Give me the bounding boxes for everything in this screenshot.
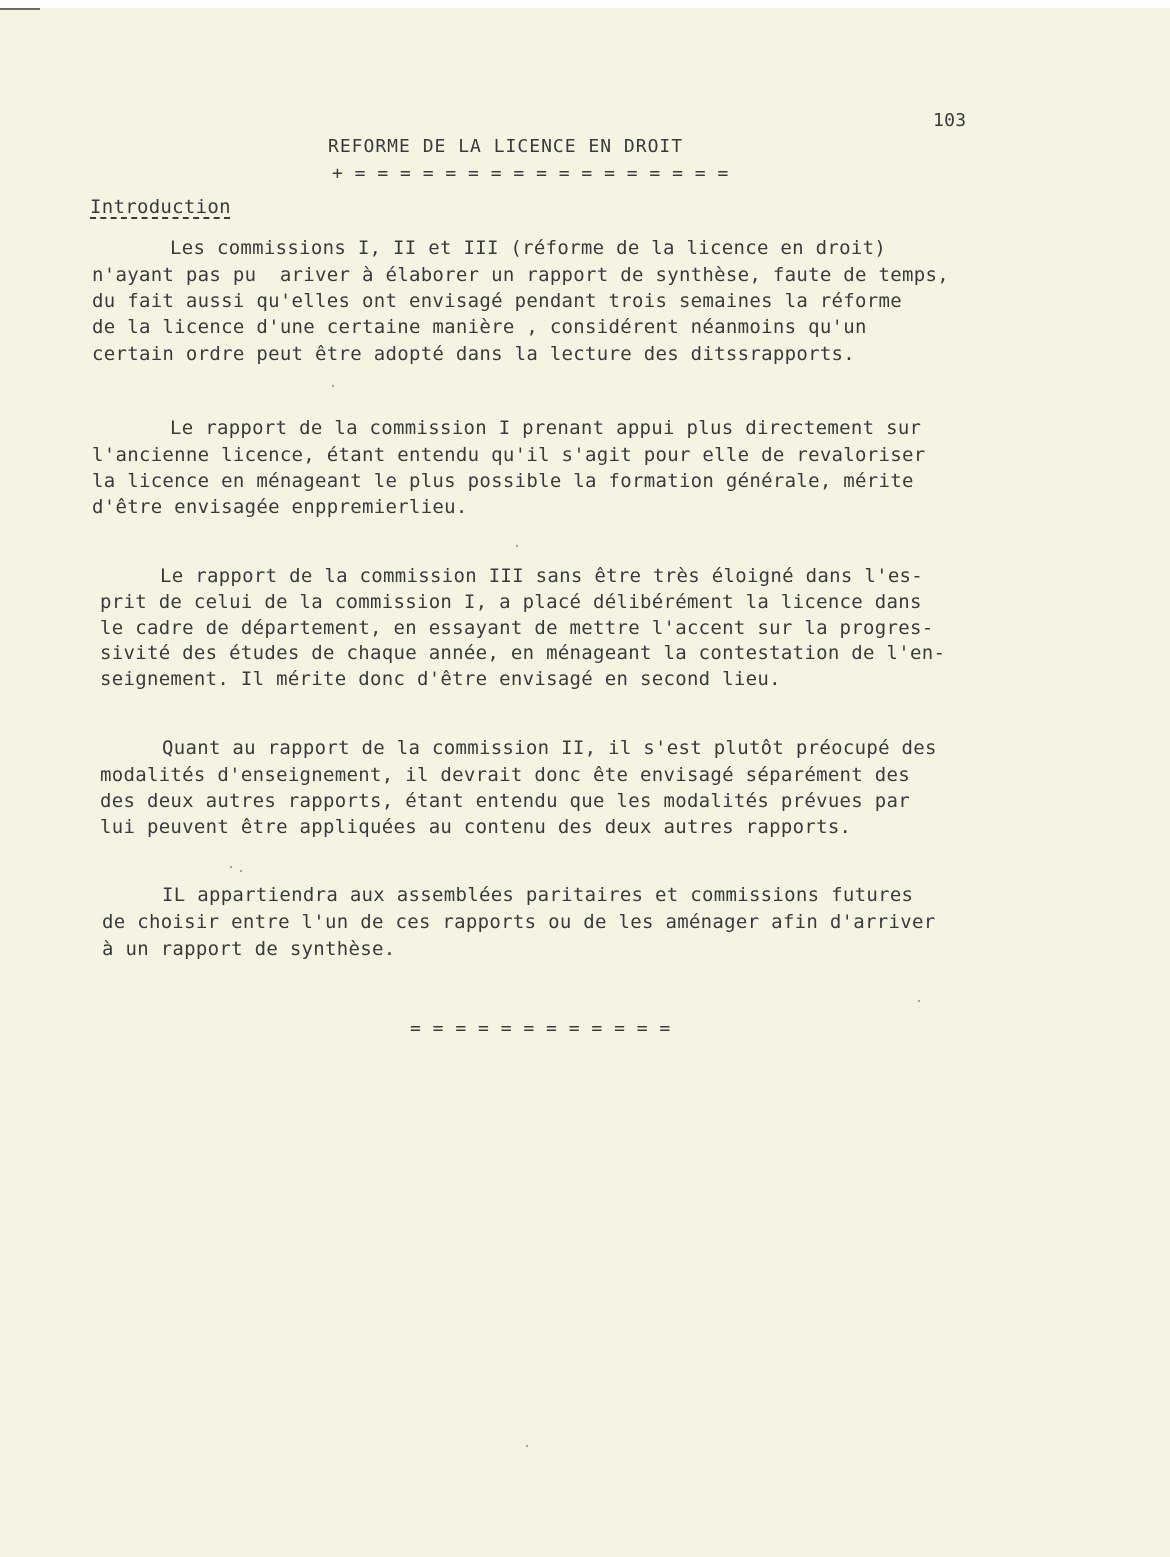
scan-speck (240, 870, 242, 872)
paragraph-line: Le rapport de la commission I prenant appui plus directement sur (170, 417, 922, 439)
scan-speck (918, 1000, 920, 1002)
page-number: 103 (933, 110, 967, 131)
scan-speck (526, 1445, 528, 1447)
paragraph-line: l'ancienne licence, étant entendu qu'il s'agit pour elle de revaloriser (92, 444, 926, 466)
paragraph-line: n'ayant pas pu ariver à élaborer un rapport de synthèse, faute de temps, (92, 264, 949, 286)
section-heading: Introduction (90, 196, 231, 218)
scan-speck (516, 545, 518, 547)
paragraph-line: le cadre de département, en essayant de mettre l'accent sur la progres- (100, 617, 934, 639)
paragraph-line: lui peuvent être appliquées au contenu des deux autres rapports. (100, 816, 852, 838)
paragraph-line: Le rapport de la commission III sans être très éloigné dans l'es- (160, 565, 924, 587)
paragraph-line: la licence en ménageant le plus possible la formation générale, mérite (92, 470, 914, 492)
closing-rule: = = = = = = = = = = = = (410, 1018, 671, 1039)
paragraph-line: d'être envisagée enppremierlieu. (92, 496, 468, 518)
title-underline-rule: + = = = = = = = = = = = = = = = = = (332, 163, 729, 184)
paragraph-line: IL appartiendra aux assemblées paritaires et commissions futures (162, 884, 914, 906)
scan-edge-mark (0, 8, 40, 10)
paragraph-line: Quant au rapport de la commission II, il s'est plutôt préocupé des (162, 737, 937, 759)
paragraph-line: Les commissions I, II et III (réforme de la licence en droit) (170, 237, 887, 259)
scan-border (0, 0, 1170, 8)
paragraph-line: sivité des études de chaque année, en ménageant la contestation de l'en- (100, 642, 946, 664)
paragraph-line: de la licence d'une certaine manière , considérent néanmoins qu'un (92, 316, 867, 338)
paragraph-line: à un rapport de synthèse. (102, 938, 396, 960)
scan-speck (230, 866, 232, 868)
paragraph-line: du fait aussi qu'elles ont envisagé pendant trois semaines la réforme (92, 290, 902, 312)
paragraph-line: modalités d'enseignement, il devrait donc ête envisagé séparément des (100, 764, 910, 786)
paragraph-line: seignement. Il mérite donc d'être envisagé en second lieu. (100, 668, 781, 690)
paragraph-line: de choisir entre l'un de ces rapports ou de les aménager afin d'arriver (102, 911, 936, 933)
document-title: REFORME DE LA LICENCE EN DROIT (328, 136, 684, 157)
paragraph-line: certain ordre peut être adopté dans la lecture des ditssrapports. (92, 343, 856, 365)
scan-speck (332, 385, 334, 387)
paragraph-line: des deux autres rapports, étant entendu que les modalités prévues par (100, 790, 910, 812)
paragraph-line: prit de celui de la commission I, a placé délibérément la licence dans (100, 591, 922, 613)
